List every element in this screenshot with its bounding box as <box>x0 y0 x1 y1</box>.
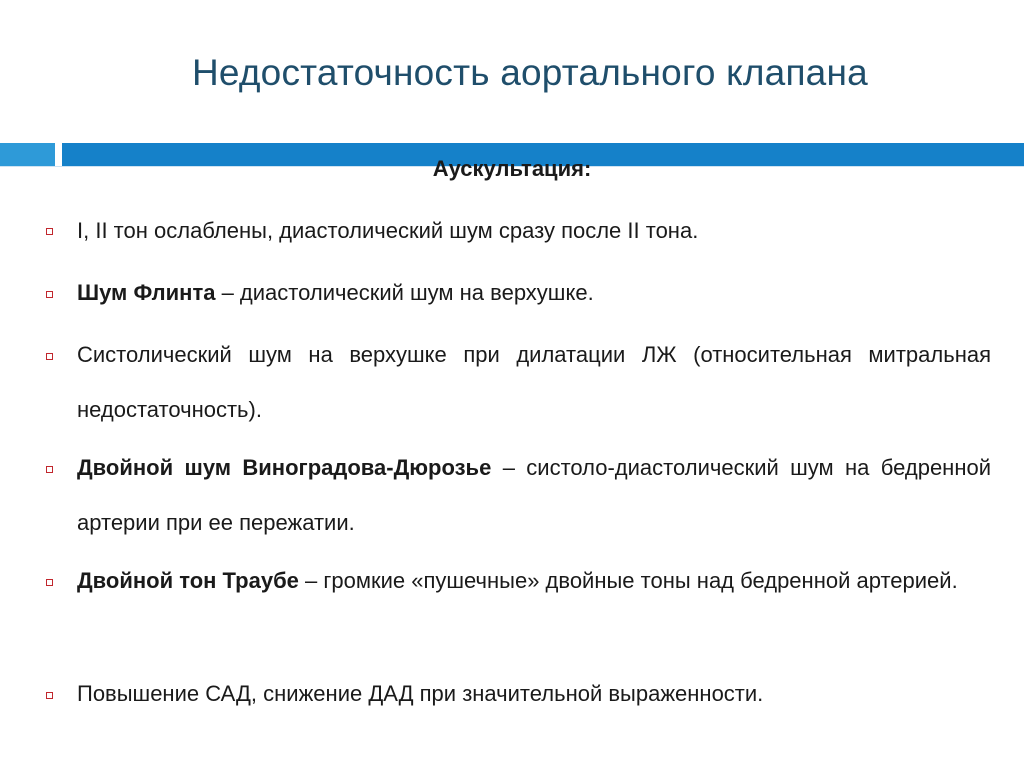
square-bullet-icon <box>46 228 53 235</box>
list-item-text <box>77 440 991 550</box>
square-bullet-icon <box>46 579 53 586</box>
square-bullet-icon <box>46 291 53 298</box>
item-bold-term: Двойной тон Траубе <box>77 568 299 593</box>
slide-title: Недостаточность аортального клапана <box>192 52 868 93</box>
square-bullet-icon <box>46 692 53 699</box>
list-item-text <box>77 666 991 721</box>
square-bullet-icon <box>46 353 53 360</box>
item-description: Систолический шум на верхушке при дилатации ЛЖ (относительная митральная недостаточность). <box>77 342 991 422</box>
item-bold-term: Шум Флинта <box>77 280 216 305</box>
item-description: I, II тон ослаблены, диастолический шум сразу после II тона. <box>77 218 699 243</box>
item-description: – громкие «пушечные» двойные тоны над бедренной артерией. <box>298 568 958 593</box>
list-item-text <box>77 553 991 608</box>
list-item-text <box>77 327 991 437</box>
list-item-text <box>77 265 991 320</box>
item-description: – диастолический шум на верхушке. <box>215 280 594 305</box>
list-item-text <box>77 203 991 258</box>
item-description: – систоло-диастолический шум на бедренной артерии при ее пережатии. <box>77 455 991 535</box>
item-bold-term: Двойной шум Виноградова-Дюрозье <box>77 455 492 480</box>
square-bullet-icon <box>46 466 53 473</box>
section-heading: Аускультация: <box>432 156 592 181</box>
item-description: Повышение САД, снижение ДАД при значительной выраженности. <box>77 681 764 706</box>
